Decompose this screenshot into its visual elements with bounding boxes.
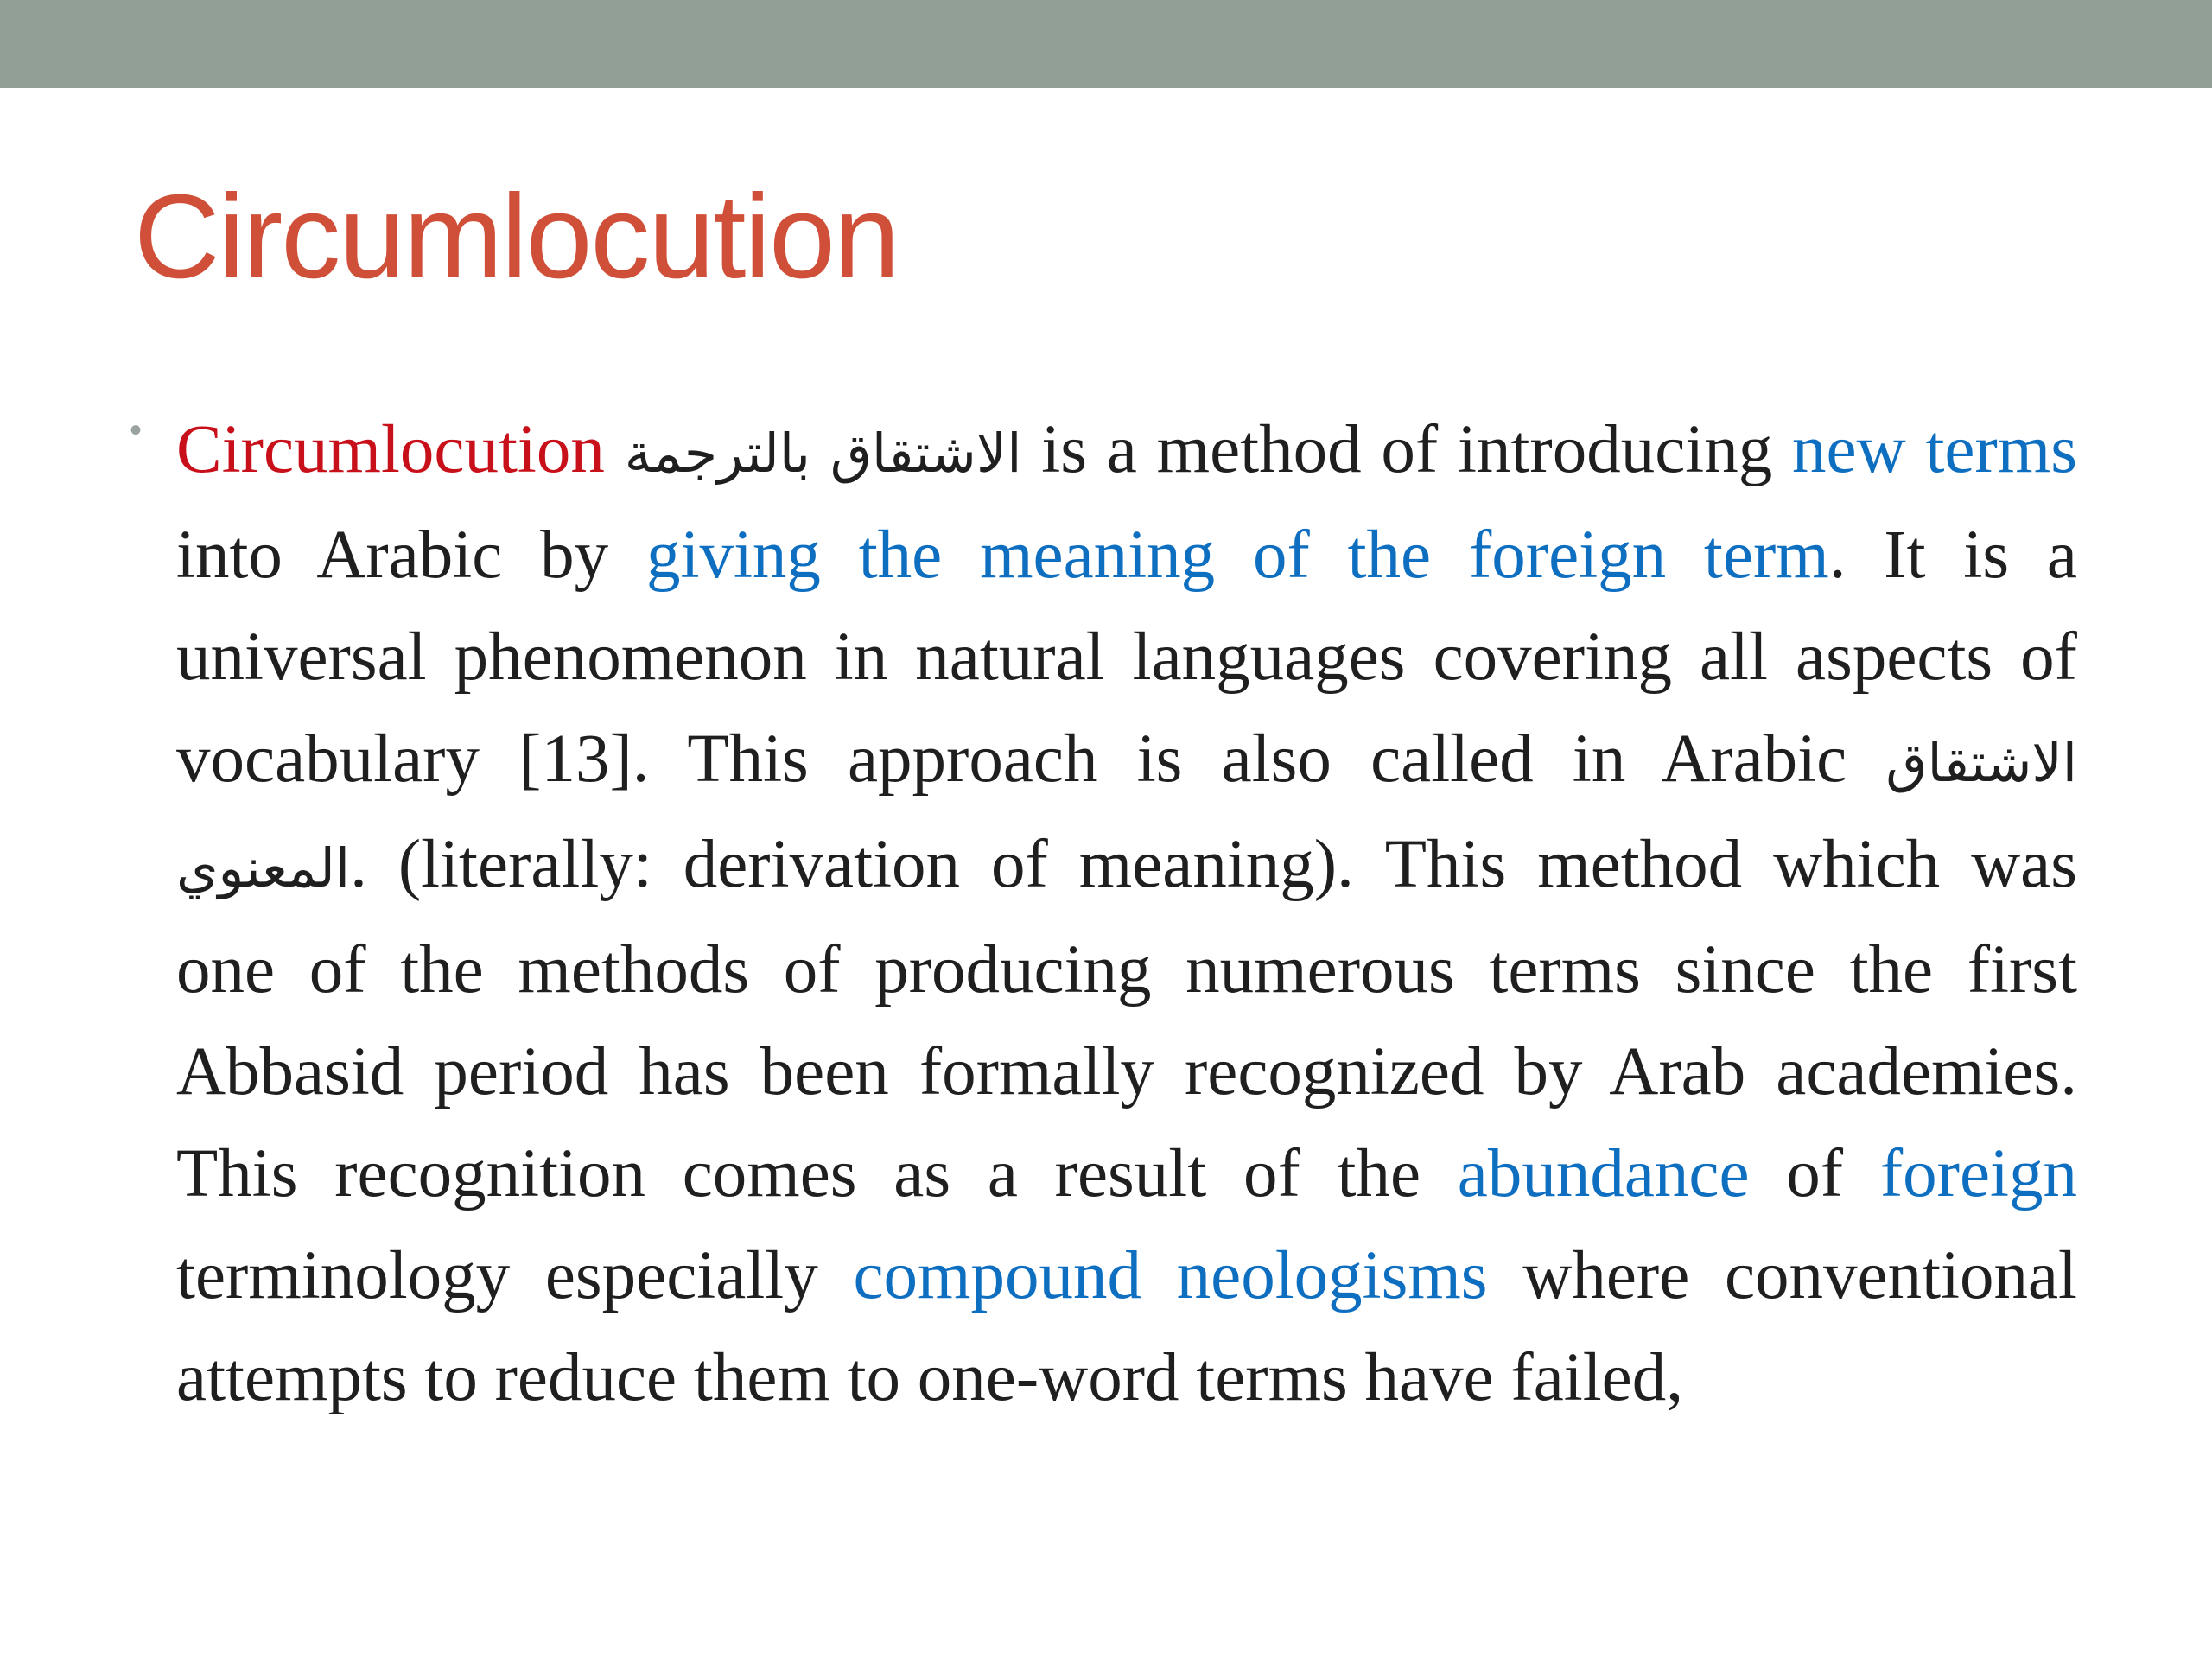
highlight-foreign: foreign	[1879, 1136, 2077, 1211]
text-segment	[605, 412, 625, 487]
text-segment: into Arabic by	[176, 518, 646, 593]
bullet-dot-icon: •	[130, 411, 143, 449]
highlight-abundance: abundance	[1457, 1136, 1750, 1211]
highlight-new-terms: new terms	[1792, 412, 2077, 487]
highlight-giving-meaning: giving the meaning of the foreign term	[646, 518, 1829, 593]
text-segment: where conventional attempts to reduce them to one-word terms have failed,	[176, 1238, 2077, 1415]
text-segment: . It is a universal phenomenon in natural languages covering all aspects of vocabulary [13]. This approach is also called in Arabic	[176, 518, 2077, 797]
text-segment: . (literally: derivation of meaning). This method which was one of the methods of producing numerous terms since the first Abbasid period has been formally recognized by Arab academies. This recognition comes as a result of the	[176, 827, 2077, 1211]
arabic-term-translation-derivation: الاشتقاق بالترجمة	[624, 422, 1022, 485]
text-segment: of	[1749, 1136, 1880, 1211]
text-segment: terminology especially	[176, 1238, 854, 1313]
highlight-compound-neologisms: compound neologisms	[853, 1238, 1488, 1313]
top-accent-bar	[0, 0, 2212, 88]
text-segment: is a method of introducing	[1021, 412, 1793, 487]
term-circumlocution: Circumlocution	[176, 412, 605, 487]
slide-title: Circumlocution	[134, 170, 899, 303]
arabic-term-semantic-derivation: الاشتقاق المعنوي	[176, 731, 2077, 899]
body-paragraph	[176, 399, 2077, 1429]
